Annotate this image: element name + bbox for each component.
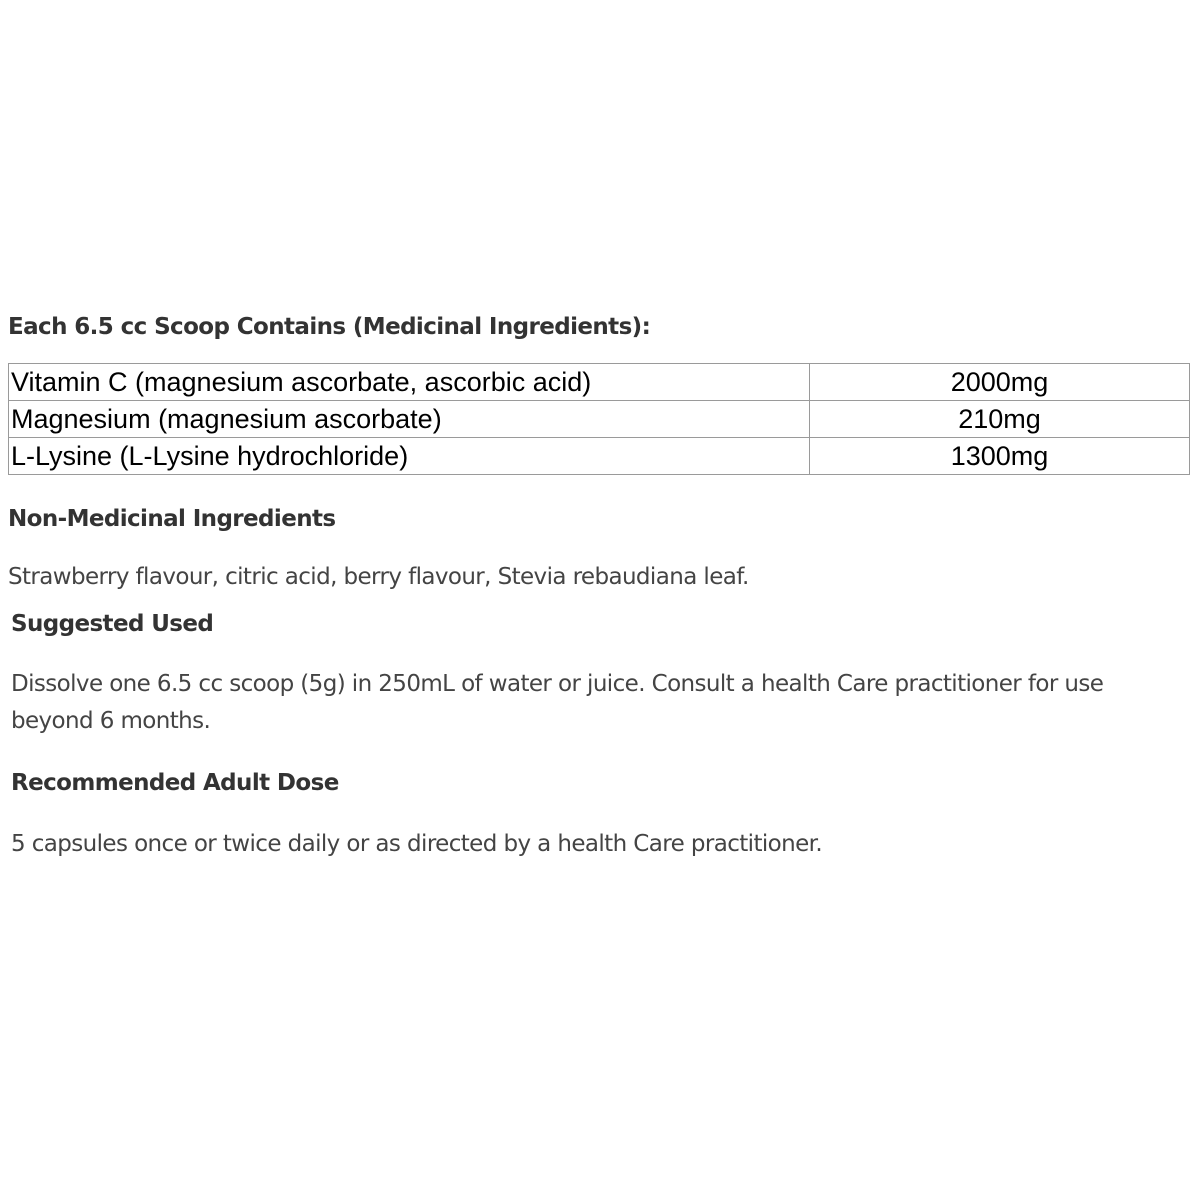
medicinal-ingredients-heading: Each 6.5 cc Scoop Contains (Medicinal Ingredients): <box>8 314 651 340</box>
ingredient-name: L-Lysine (L-Lysine hydrochloride) <box>9 438 810 475</box>
ingredient-amount: 1300mg <box>810 438 1190 475</box>
non-medicinal-heading: Non-Medicinal Ingredients <box>8 506 336 532</box>
product-info <box>8 309 1190 863</box>
medicinal-ingredients-table <box>8 363 1190 475</box>
table-row <box>9 438 1190 475</box>
suggested-use-heading: Suggested Used <box>11 611 214 637</box>
ingredient-name: Vitamin C (magnesium ascorbate, ascorbic acid) <box>9 364 810 401</box>
adult-dose-heading: Recommended Adult Dose <box>11 770 339 796</box>
table-row <box>9 401 1190 438</box>
suggested-use-text: Dissolve one 6.5 cc scoop (5g) in 250mL of water or juice. Consult a health Care practitioner for use beyond 6 months. <box>11 671 1104 734</box>
non-medicinal-text: Strawberry flavour, citric acid, berry flavour, Stevia rebaudiana leaf. <box>8 564 749 590</box>
adult-dose-text: 5 capsules once or twice daily or as directed by a health Care practitioner. <box>11 831 823 857</box>
ingredient-amount: 2000mg <box>810 364 1190 401</box>
ingredient-amount: 210mg <box>810 401 1190 438</box>
table-row <box>9 364 1190 401</box>
ingredient-name: Magnesium (magnesium ascorbate) <box>9 401 810 438</box>
